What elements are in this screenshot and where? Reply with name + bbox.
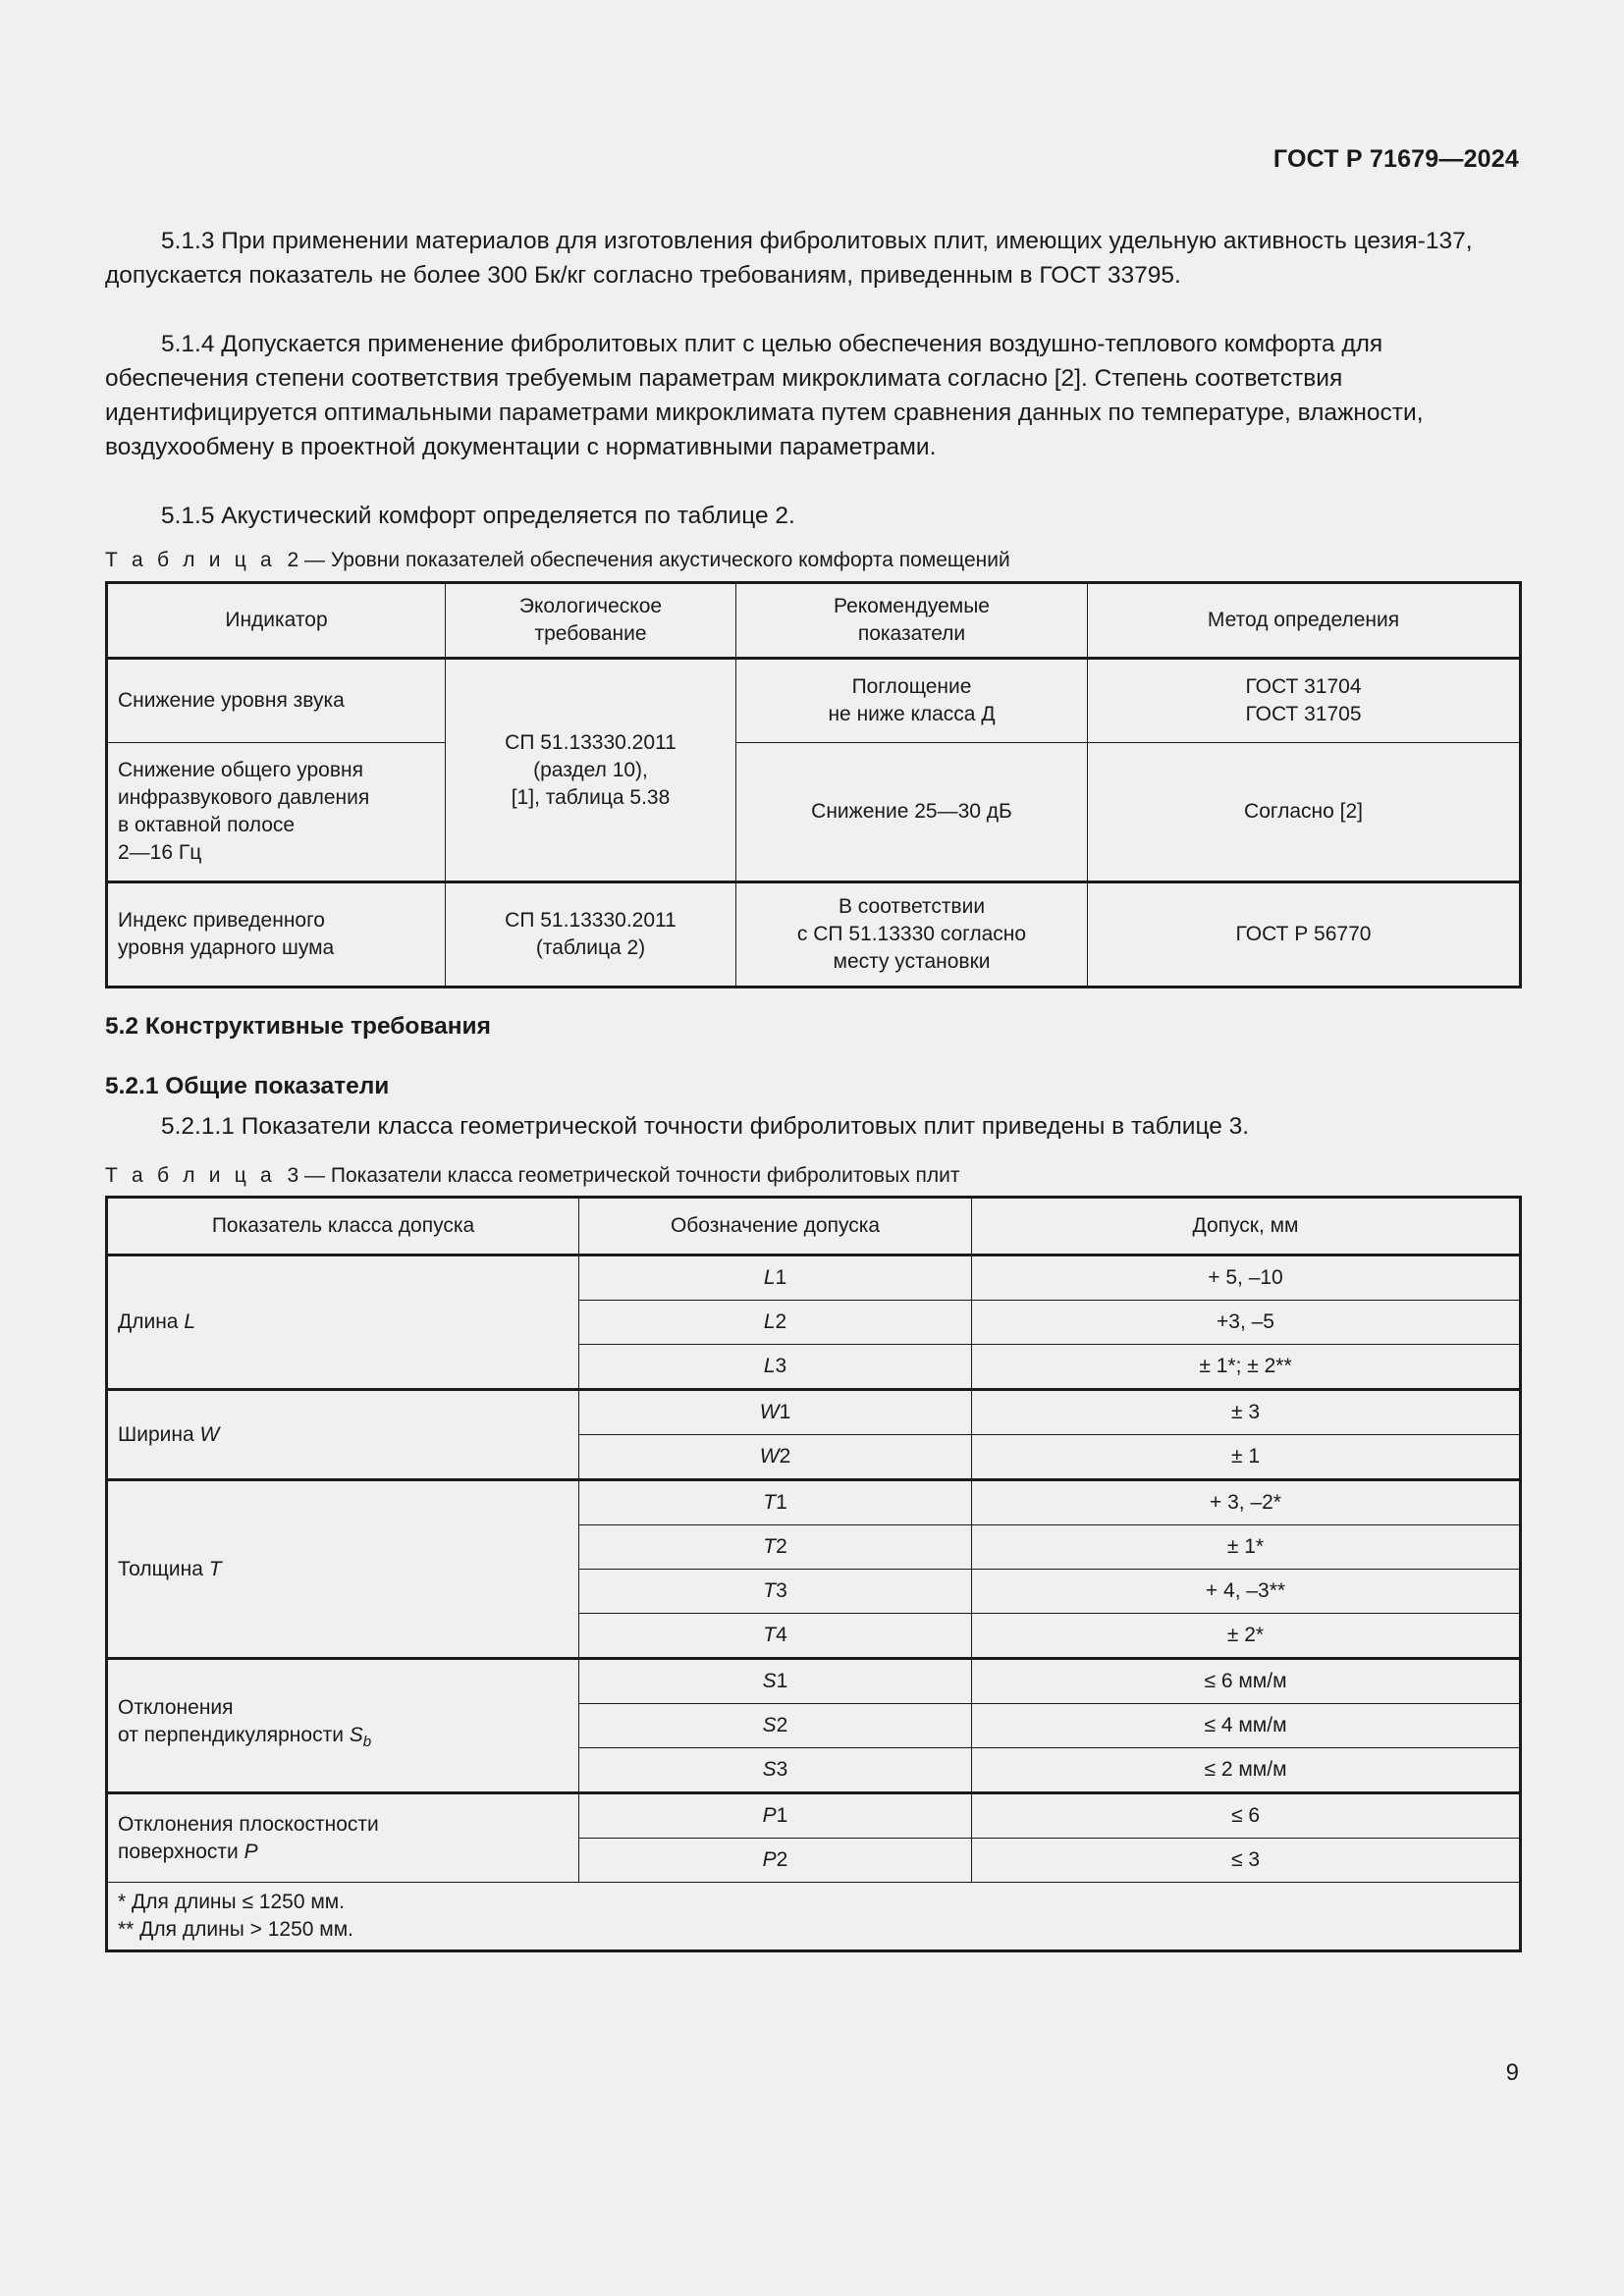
table-3-col-header-tolerance-mm: Допуск, мм [972, 1198, 1521, 1255]
table-2-cell-recommended-2: Снижение 25—30 дБ [736, 743, 1088, 882]
paragraph-5-1-3-block [105, 224, 1519, 293]
table-3-cell-tolerance: ± 2* [972, 1614, 1521, 1659]
table-2-row-3 [107, 882, 1521, 988]
table-2-row-2 [107, 743, 1521, 882]
paragraph-5-1-5-block [105, 499, 1519, 533]
table-2-col-header-indicator: Индикатор [107, 583, 446, 659]
table-3-caption-number: 3 [287, 1164, 299, 1187]
table-3-group-label-perpendicularity: Отклонения от перпендикулярности $S_b$ [107, 1659, 579, 1793]
table-3-group-label-flatness: Отклонения плоскостности поверхности P [107, 1793, 579, 1883]
table-3-footnote-2: ** Для длины > 1250 мм. [118, 1918, 353, 1941]
table-2-col-header-eco-requirement: Экологическое требование [446, 583, 736, 659]
table-3-cell-code: S2 [579, 1704, 972, 1748]
table-3-cell-tolerance: ± 3 [972, 1390, 1521, 1435]
table-2-caption [105, 548, 1010, 573]
table-2-cell-method-3: ГОСТ Р 56770 [1088, 882, 1521, 988]
table-3-row [107, 1390, 1521, 1435]
table-2-cell-recommended-3: В соответствии с СП 51.13330 согласно месту установки [736, 882, 1088, 988]
heading-5-2: 5.2 Конструктивные требования [105, 1013, 491, 1040]
paragraph-5-1-4-block [105, 327, 1519, 464]
table-2-cell-indicator-3: Индекс приведенного уровня ударного шума [107, 882, 446, 988]
paragraph-5-2-1-1: 5.2.1.1 Показатели класса геометрической точности фибролитовых плит приведены в таблице 3. [161, 1113, 1250, 1140]
table-3-cell-tolerance: ± 1 [972, 1435, 1521, 1480]
table-3-row [107, 1255, 1521, 1301]
table-3-caption-dash: — [304, 1164, 326, 1187]
table-3-cell-code: W2 [579, 1435, 972, 1480]
table-2-col-header-method: Метод определения [1088, 583, 1521, 659]
paragraph-5-1-5: 5.1.5 Акустический комфорт определяется по таблице 2. [161, 503, 795, 529]
table-3-cell-code: S3 [579, 1748, 972, 1793]
table-3-footnotes-row [107, 1883, 1521, 1951]
document-header-standard-id: ГОСТ Р 71679—2024 [1272, 145, 1519, 173]
table-3-cell-code: T4 [579, 1614, 972, 1659]
table-3-header-row [107, 1198, 1521, 1255]
table-3-col-header-class-indicator: Показатель класса допуска [107, 1198, 579, 1255]
table-2-cell-method-1: ГОСТ 31704 ГОСТ 31705 [1088, 659, 1521, 743]
table-3-cell-code: L3 [579, 1345, 972, 1390]
table-3-row [107, 1793, 1521, 1839]
table-3-cell-tolerance: + 3, –2* [972, 1480, 1521, 1525]
table-3-footnote-1: * Для длины ≤ 1250 мм. [118, 1891, 346, 1913]
table-2-cell-requirement-merged: СП 51.13330.2011 (раздел 10), [1], таблица 5.38 [446, 659, 736, 882]
heading-5-2-1: 5.2.1 Общие показатели [105, 1073, 390, 1099]
table-2-cell-indicator-1: Снижение уровня звука [107, 659, 446, 743]
table-2-caption-dash: — [304, 549, 326, 571]
table-3-cell-code: W1 [579, 1390, 972, 1435]
table-2-cell-method-2: Согласно [2] [1088, 743, 1521, 882]
table-3-cell-tolerance: ≤ 4 мм/м [972, 1704, 1521, 1748]
table-3-cell-tolerance: +3, –5 [972, 1301, 1521, 1345]
table-2-cell-indicator-2: Снижение общего уровня инфразвукового давления в октавной полосе 2—16 Гц [107, 743, 446, 882]
table-3-cell-tolerance: + 5, –10 [972, 1255, 1521, 1301]
paragraph-5-2-1-1-block [105, 1109, 1519, 1144]
table-3-group-label-width: Ширина W [107, 1390, 579, 1480]
table-3-cell-code: L1 [579, 1255, 972, 1301]
paragraph-5-1-3: 5.1.3 При применении материалов для изготовления фибролитовых плит, имеющих удельную активность цезия-137, допускается показатель не более 300 Бк/кг согласно требованиям, приведенным в ГОСТ 33795. [105, 228, 1473, 289]
table-3-cell-tolerance: ≤ 6 мм/м [972, 1659, 1521, 1704]
table-3-caption-text: Показатели класса геометрической точности фибролитовых плит [330, 1164, 960, 1187]
table-2-cell-recommended-1: Поглощение не ниже класса Д [736, 659, 1088, 743]
page-number: 9 [1505, 2059, 1519, 2086]
table-3 [105, 1196, 1522, 1952]
table-3-col-header-tolerance-designation: Обозначение допуска [579, 1198, 972, 1255]
table-2-row-1 [107, 659, 1521, 743]
table-2 [105, 581, 1522, 988]
table-2-caption-text: Уровни показателей обеспечения акустического комфорта помещений [330, 549, 1010, 571]
table-3-group-label-thickness: Толщина T [107, 1480, 579, 1659]
table-3-cell-tolerance: ≤ 6 [972, 1793, 1521, 1839]
table-3-cell-tolerance: ≤ 2 мм/м [972, 1748, 1521, 1793]
table-3-cell-code: P2 [579, 1839, 972, 1883]
table-3-caption [105, 1163, 959, 1189]
table-2-col-header-recommended: Рекомендуемые показатели [736, 583, 1088, 659]
paragraph-5-1-4: 5.1.4 Допускается применение фибролитовых плит с целью обеспечения воздушно-теплового комфорта для обеспечения степени соответствия требуемым параметрам микроклимата согласно [2]. Степень соответствия идентифицируется оптимальными параметрами микроклимата путем сравнения данных по температуре, влажности, воздухообмену в проектной документации с нормативными параметрами. [105, 331, 1424, 460]
table-2-header-row [107, 583, 1521, 659]
table-3-cell-tolerance: ± 1*; ± 2** [972, 1345, 1521, 1390]
table-3-cell-code: S1 [579, 1659, 972, 1704]
table-3-cell-code: P1 [579, 1793, 972, 1839]
table-3-row [107, 1480, 1521, 1525]
table-2-caption-number: 2 [287, 549, 299, 571]
table-3-cell-tolerance: ≤ 3 [972, 1839, 1521, 1883]
table-3-cell-tolerance: ± 1* [972, 1525, 1521, 1570]
table-2-caption-label: Т а б л и ц а [105, 549, 276, 571]
table-3-cell-tolerance: + 4, –3** [972, 1570, 1521, 1614]
table-3-cell-code: T3 [579, 1570, 972, 1614]
table-3-group-label-length: Длина L [107, 1255, 579, 1390]
table-3-caption-label: Т а б л и ц а [105, 1164, 276, 1187]
table-2-cell-requirement-3: СП 51.13330.2011 (таблица 2) [446, 882, 736, 988]
table-3-cell-code: L2 [579, 1301, 972, 1345]
table-3-footnotes [107, 1883, 1521, 1951]
table-3-row [107, 1659, 1521, 1704]
table-3-cell-code: T1 [579, 1480, 972, 1525]
table-3-cell-code: T2 [579, 1525, 972, 1570]
